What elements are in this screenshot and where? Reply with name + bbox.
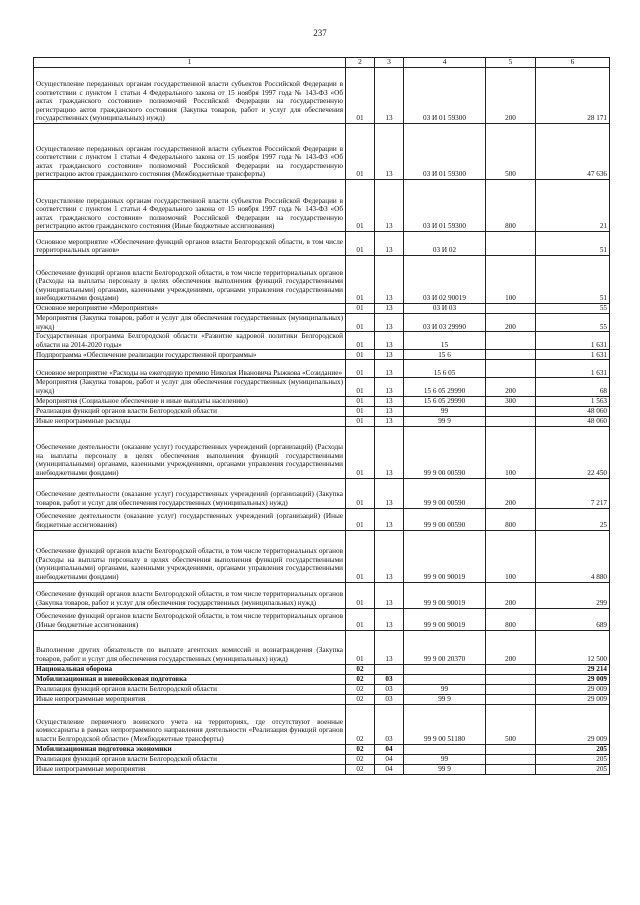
row-amount: 47 636 xyxy=(536,124,610,180)
row-amount: 1 631 xyxy=(536,360,610,378)
row-subsection-code: 13 xyxy=(375,256,404,304)
row-subsection-code: 04 xyxy=(375,744,404,754)
row-description: Иные непрограммные мероприятия xyxy=(34,694,346,704)
row-section-code: 02 xyxy=(346,664,375,674)
row-subsection-code: 13 xyxy=(375,314,404,332)
row-target-article: 15 6 xyxy=(404,350,486,360)
row-target-article: 03 И 03 xyxy=(404,304,486,314)
row-description: Осуществление переданных органам государственной власти субъектов Российской Федерации в соответствии с пунктом 1 статьи 4 Федерального закона от 15 ноября 1997 года № 143-ФЗ «Об актах гражданского состояния» полномочий Российской Федерации на государственную регистрацию актов гражданского состояния (Закупка товаров, работ и услуг для обеспечения государственных (муниципальных) нужд) xyxy=(34,68,346,124)
row-target-article xyxy=(404,744,486,754)
row-amount: 29 009 xyxy=(536,704,610,744)
table-row xyxy=(34,674,610,684)
row-expense-type: 500 xyxy=(486,704,536,744)
row-description: Реализация функций органов власти Белгородской области xyxy=(34,684,346,694)
row-subsection-code: 03 xyxy=(375,684,404,694)
row-subsection-code: 13 xyxy=(375,332,404,350)
row-target-article: 03 И 02 xyxy=(404,232,486,256)
row-target-article: 99 xyxy=(404,406,486,416)
row-description: Мероприятия (Социальное обеспечение и иные выплаты населению) xyxy=(34,396,346,406)
row-subsection-code: 03 xyxy=(375,704,404,744)
row-subsection-code xyxy=(375,664,404,674)
row-subsection-code: 13 xyxy=(375,582,404,608)
row-expense-type xyxy=(486,304,536,314)
page-number: 237 xyxy=(313,28,327,38)
table-row xyxy=(34,180,610,232)
table-row xyxy=(34,332,610,350)
row-amount: 29 009 xyxy=(536,684,610,694)
row-section-code: 02 xyxy=(346,764,375,774)
row-section-code: 02 xyxy=(346,684,375,694)
row-subsection-code: 13 xyxy=(375,478,404,508)
row-section-code: 01 xyxy=(346,406,375,416)
row-target-article: 99 xyxy=(404,754,486,764)
row-subsection-code: 04 xyxy=(375,764,404,774)
row-amount: 25 xyxy=(536,508,610,530)
table-row xyxy=(34,416,610,426)
row-description: Реализация функций органов власти Белгородской области xyxy=(34,754,346,764)
row-target-article: 99 9 00 00590 xyxy=(404,478,486,508)
row-target-article: 03 И 01 59300 xyxy=(404,180,486,232)
row-section-code: 01 xyxy=(346,582,375,608)
row-target-article: 03 И 03 29990 xyxy=(404,314,486,332)
row-amount: 1 631 xyxy=(536,350,610,360)
row-target-article: 99 9 00 90019 xyxy=(404,530,486,582)
row-target-article: 99 9 00 90019 xyxy=(404,582,486,608)
row-description: Мобилизационная и вневойсковая подготовка xyxy=(34,674,346,684)
table-row xyxy=(34,360,610,378)
row-target-article: 03 И 01 59300 xyxy=(404,124,486,180)
row-description: Обеспечение функций органов власти Белгородской области, в том числе территориальных органов (Иные бюджетные ассигнования) xyxy=(34,608,346,630)
table-row xyxy=(34,508,610,530)
row-subsection-code: 13 xyxy=(375,406,404,416)
row-expense-type xyxy=(486,674,536,684)
row-description: Обеспечение функций органов власти Белгородской области, в том числе территориальных органов (Расходы на выплаты персоналу в целях обеспечения выполнения функций государственными (муниципальными) органами, казенными учреждениями, органами управления государственными внебюджетными фондами) xyxy=(34,530,346,582)
row-expense-type xyxy=(486,664,536,674)
row-amount: 4 880 xyxy=(536,530,610,582)
row-subsection-code: 13 xyxy=(375,350,404,360)
row-expense-type: 200 xyxy=(486,378,536,396)
table-row xyxy=(34,744,610,754)
row-expense-type xyxy=(486,360,536,378)
row-section-code: 02 xyxy=(346,674,375,684)
budget-table xyxy=(33,57,610,775)
table-row xyxy=(34,426,610,478)
row-description: Обеспечение функций органов власти Белгородской области, в том числе территориальных органов (Закупка товаров, работ и услуг для обеспечения государственных (муниципальных) нужд) xyxy=(34,582,346,608)
table-row xyxy=(34,350,610,360)
row-amount: 1 563 xyxy=(536,396,610,406)
row-target-article: 15 6 05 29990 xyxy=(404,396,486,406)
row-description: Иные непрограммные расходы xyxy=(34,416,346,426)
row-section-code: 01 xyxy=(346,256,375,304)
row-expense-type: 200 xyxy=(486,478,536,508)
row-subsection-code: 13 xyxy=(375,508,404,530)
row-section-code: 01 xyxy=(346,332,375,350)
row-expense-type xyxy=(486,764,536,774)
row-description: Осуществление переданных органам государственной власти субъектов Российской Федерации в соответствии с пунктом 1 статьи 4 Федерального закона от 15 ноября 1997 года № 143-ФЗ «Об актах гражданского состояния» полномочий Российской Федерации на государственную регистрацию актов гражданского состояния (Иные бюджетные ассигнования) xyxy=(34,180,346,232)
row-section-code: 01 xyxy=(346,68,375,124)
table-row xyxy=(34,314,610,332)
table-row xyxy=(34,694,610,704)
row-amount: 29 214 xyxy=(536,664,610,674)
row-section-code: 01 xyxy=(346,608,375,630)
row-expense-type: 200 xyxy=(486,630,536,664)
row-description: Осуществление первичного воинского учета на территориях, где отсутствуют военные комиссариаты в рамках непрограммного направления деятельности «Реализация функций органов власти Белгородской области» (Межбюджетные трансферты) xyxy=(34,704,346,744)
row-subsection-code: 13 xyxy=(375,180,404,232)
row-subsection-code: 13 xyxy=(375,124,404,180)
row-target-article: 99 9 xyxy=(404,416,486,426)
row-expense-type: 100 xyxy=(486,426,536,478)
row-expense-type xyxy=(486,416,536,426)
row-description: Обеспечение деятельности (оказание услуг) государственных учреждений (организаций) (Расходы на выплаты персоналу в целях обеспечения выполнения функций государственными (муниципальными) органами, казенными учреждениями, органами управления государственными внебюджетными фондами) xyxy=(34,426,346,478)
row-subsection-code: 13 xyxy=(375,360,404,378)
table-row xyxy=(34,256,610,304)
row-amount: 48 060 xyxy=(536,416,610,426)
row-target-article: 99 9 xyxy=(404,764,486,774)
row-expense-type xyxy=(486,332,536,350)
row-subsection-code: 13 xyxy=(375,68,404,124)
row-section-code: 01 xyxy=(346,378,375,396)
row-section-code: 02 xyxy=(346,744,375,754)
header-cell: 2 xyxy=(346,58,375,68)
table-row xyxy=(34,232,610,256)
row-description: Обеспечение функций органов власти Белгородской области, в том числе территориальных органов (Расходы на выплаты персоналу в целях обеспечения выполнения функций государственными (муниципальными) органами, казенными учреждениями, органами управления государственными внебюджетными фондами) xyxy=(34,256,346,304)
row-target-article: 99 9 00 00590 xyxy=(404,426,486,478)
row-subsection-code: 13 xyxy=(375,378,404,396)
row-amount: 205 xyxy=(536,744,610,754)
row-amount: 28 171 xyxy=(536,68,610,124)
row-expense-type: 800 xyxy=(486,180,536,232)
row-section-code: 02 xyxy=(346,754,375,764)
row-expense-type xyxy=(486,694,536,704)
row-subsection-code: 13 xyxy=(375,630,404,664)
row-section-code: 01 xyxy=(346,508,375,530)
row-subsection-code: 03 xyxy=(375,694,404,704)
row-expense-type xyxy=(486,754,536,764)
header-cell: 3 xyxy=(375,58,404,68)
row-target-article: 99 9 00 90019 xyxy=(404,608,486,630)
row-expense-type: 800 xyxy=(486,608,536,630)
row-description: Основное мероприятие «Обеспечение функций органов власти Белгородской области, в том числе территориальных органов» xyxy=(34,232,346,256)
row-section-code: 01 xyxy=(346,396,375,406)
row-description: Подпрограмма «Обеспечение реализации государственной программы» xyxy=(34,350,346,360)
row-description: Мероприятия (Закупка товаров, работ и услуг для обеспечения государственных (муниципальных) нужд) xyxy=(34,378,346,396)
row-subsection-code: 13 xyxy=(375,396,404,406)
row-target-article: 99 9 00 00590 xyxy=(404,508,486,530)
row-target-article xyxy=(404,664,486,674)
row-amount: 205 xyxy=(536,764,610,774)
row-target-article xyxy=(404,674,486,684)
row-subsection-code: 13 xyxy=(375,304,404,314)
row-section-code: 01 xyxy=(346,350,375,360)
row-description: Обеспечение деятельности (оказание услуг) государственных учреждений (организаций) (Иные бюджетные ассигнования) xyxy=(34,508,346,530)
table-row xyxy=(34,664,610,674)
row-amount: 51 xyxy=(536,232,610,256)
row-section-code: 02 xyxy=(346,694,375,704)
row-target-article: 99 xyxy=(404,684,486,694)
row-section-code: 02 xyxy=(346,704,375,744)
row-amount: 55 xyxy=(536,314,610,332)
row-description: Реализация функций органов власти Белгородской области xyxy=(34,406,346,416)
row-description: Основное мероприятие «Мероприятия» xyxy=(34,304,346,314)
row-amount: 68 xyxy=(536,378,610,396)
row-target-article: 15 xyxy=(404,332,486,350)
table-row xyxy=(34,406,610,416)
row-section-code: 01 xyxy=(346,630,375,664)
table-row xyxy=(34,396,610,406)
row-subsection-code: 13 xyxy=(375,232,404,256)
table-row xyxy=(34,530,610,582)
row-section-code: 01 xyxy=(346,478,375,508)
row-amount: 299 xyxy=(536,582,610,608)
row-section-code: 01 xyxy=(346,232,375,256)
row-expense-type: 200 xyxy=(486,582,536,608)
row-expense-type xyxy=(486,350,536,360)
row-amount: 12 500 xyxy=(536,630,610,664)
row-description: Государственная программа Белгородской области «Развитие кадровой политики Белгородской области на 2014-2020 годы» xyxy=(34,332,346,350)
row-target-article: 99 9 00 20370 xyxy=(404,630,486,664)
row-expense-type: 500 xyxy=(486,124,536,180)
header-row xyxy=(34,58,610,68)
row-description: Выполнение других обязательств по выплате агентских комиссий и вознаграждения (Закупка товаров, работ и услуг для обеспечения государственных (муниципальных) нужд) xyxy=(34,630,346,664)
row-subsection-code: 03 xyxy=(375,674,404,684)
row-subsection-code: 13 xyxy=(375,608,404,630)
row-target-article: 03 И 01 59300 xyxy=(404,68,486,124)
row-expense-type: 300 xyxy=(486,396,536,406)
row-amount: 21 xyxy=(536,180,610,232)
row-section-code: 01 xyxy=(346,314,375,332)
row-description: Мероприятия (Закупка товаров, работ и услуг для обеспечения государственных (муниципальных) нужд) xyxy=(34,314,346,332)
table-row xyxy=(34,608,610,630)
table-row xyxy=(34,304,610,314)
row-subsection-code: 13 xyxy=(375,530,404,582)
table-row xyxy=(34,754,610,764)
row-target-article: 15 6 05 xyxy=(404,360,486,378)
table-row xyxy=(34,630,610,664)
row-amount: 7 217 xyxy=(536,478,610,508)
row-amount: 51 xyxy=(536,256,610,304)
table-row xyxy=(34,684,610,694)
row-target-article: 99 9 00 51180 xyxy=(404,704,486,744)
row-expense-type xyxy=(486,406,536,416)
row-subsection-code: 13 xyxy=(375,426,404,478)
row-amount: 29 009 xyxy=(536,674,610,684)
row-expense-type: 100 xyxy=(486,256,536,304)
row-section-code: 01 xyxy=(346,416,375,426)
row-target-article: 99 9 xyxy=(404,694,486,704)
row-target-article: 15 6 05 29990 xyxy=(404,378,486,396)
row-section-code: 01 xyxy=(346,360,375,378)
table-row xyxy=(34,478,610,508)
row-subsection-code: 04 xyxy=(375,754,404,764)
table-row xyxy=(34,764,610,774)
row-expense-type: 200 xyxy=(486,314,536,332)
table-row xyxy=(34,582,610,608)
row-description: Национальная оборона xyxy=(34,664,346,674)
row-expense-type: 800 xyxy=(486,508,536,530)
row-expense-type: 100 xyxy=(486,530,536,582)
row-description: Осуществление переданных органам государственной власти субъектов Российской Федерации в соответствии с пунктом 1 статьи 4 Федерального закона от 15 ноября 1997 года № 143-ФЗ «Об актах гражданского состояния» полномочий Российской Федерации на государственную регистрацию актов гражданского состояния (Межбюджетные трансферты) xyxy=(34,124,346,180)
table-row xyxy=(34,68,610,124)
row-description: Иные непрограммные мероприятия xyxy=(34,764,346,774)
row-section-code: 01 xyxy=(346,530,375,582)
row-amount: 55 xyxy=(536,304,610,314)
header-cell: 6 xyxy=(536,58,610,68)
row-section-code: 01 xyxy=(346,426,375,478)
row-target-article: 03 И 02 90019 xyxy=(404,256,486,304)
row-description: Обеспечение деятельности (оказание услуг) государственных учреждений (организаций) (Закупка товаров, работ и услуг для обеспечения государственных (муниципальных) нужд) xyxy=(34,478,346,508)
row-expense-type xyxy=(486,232,536,256)
row-expense-type: 200 xyxy=(486,68,536,124)
row-amount: 689 xyxy=(536,608,610,630)
row-amount: 22 450 xyxy=(536,426,610,478)
row-section-code: 01 xyxy=(346,124,375,180)
table-row xyxy=(34,704,610,744)
row-amount: 205 xyxy=(536,754,610,764)
row-section-code: 01 xyxy=(346,304,375,314)
row-expense-type xyxy=(486,684,536,694)
header-cell: 5 xyxy=(486,58,536,68)
table-body xyxy=(34,68,610,775)
row-amount: 48 060 xyxy=(536,406,610,416)
table-row xyxy=(34,378,610,396)
row-section-code: 01 xyxy=(346,180,375,232)
row-amount: 29 009 xyxy=(536,694,610,704)
header-cell: 4 xyxy=(404,58,486,68)
row-expense-type xyxy=(486,744,536,754)
table-row xyxy=(34,124,610,180)
row-description: Основное мероприятие «Расходы на ежегодную премию Николая Ивановича Рыжкова «Созидание» xyxy=(34,360,346,378)
row-subsection-code: 13 xyxy=(375,416,404,426)
row-description: Мобилизационная подготовка экономики xyxy=(34,744,346,754)
row-amount: 1 631 xyxy=(536,332,610,350)
header-cell: 1 xyxy=(34,58,346,68)
